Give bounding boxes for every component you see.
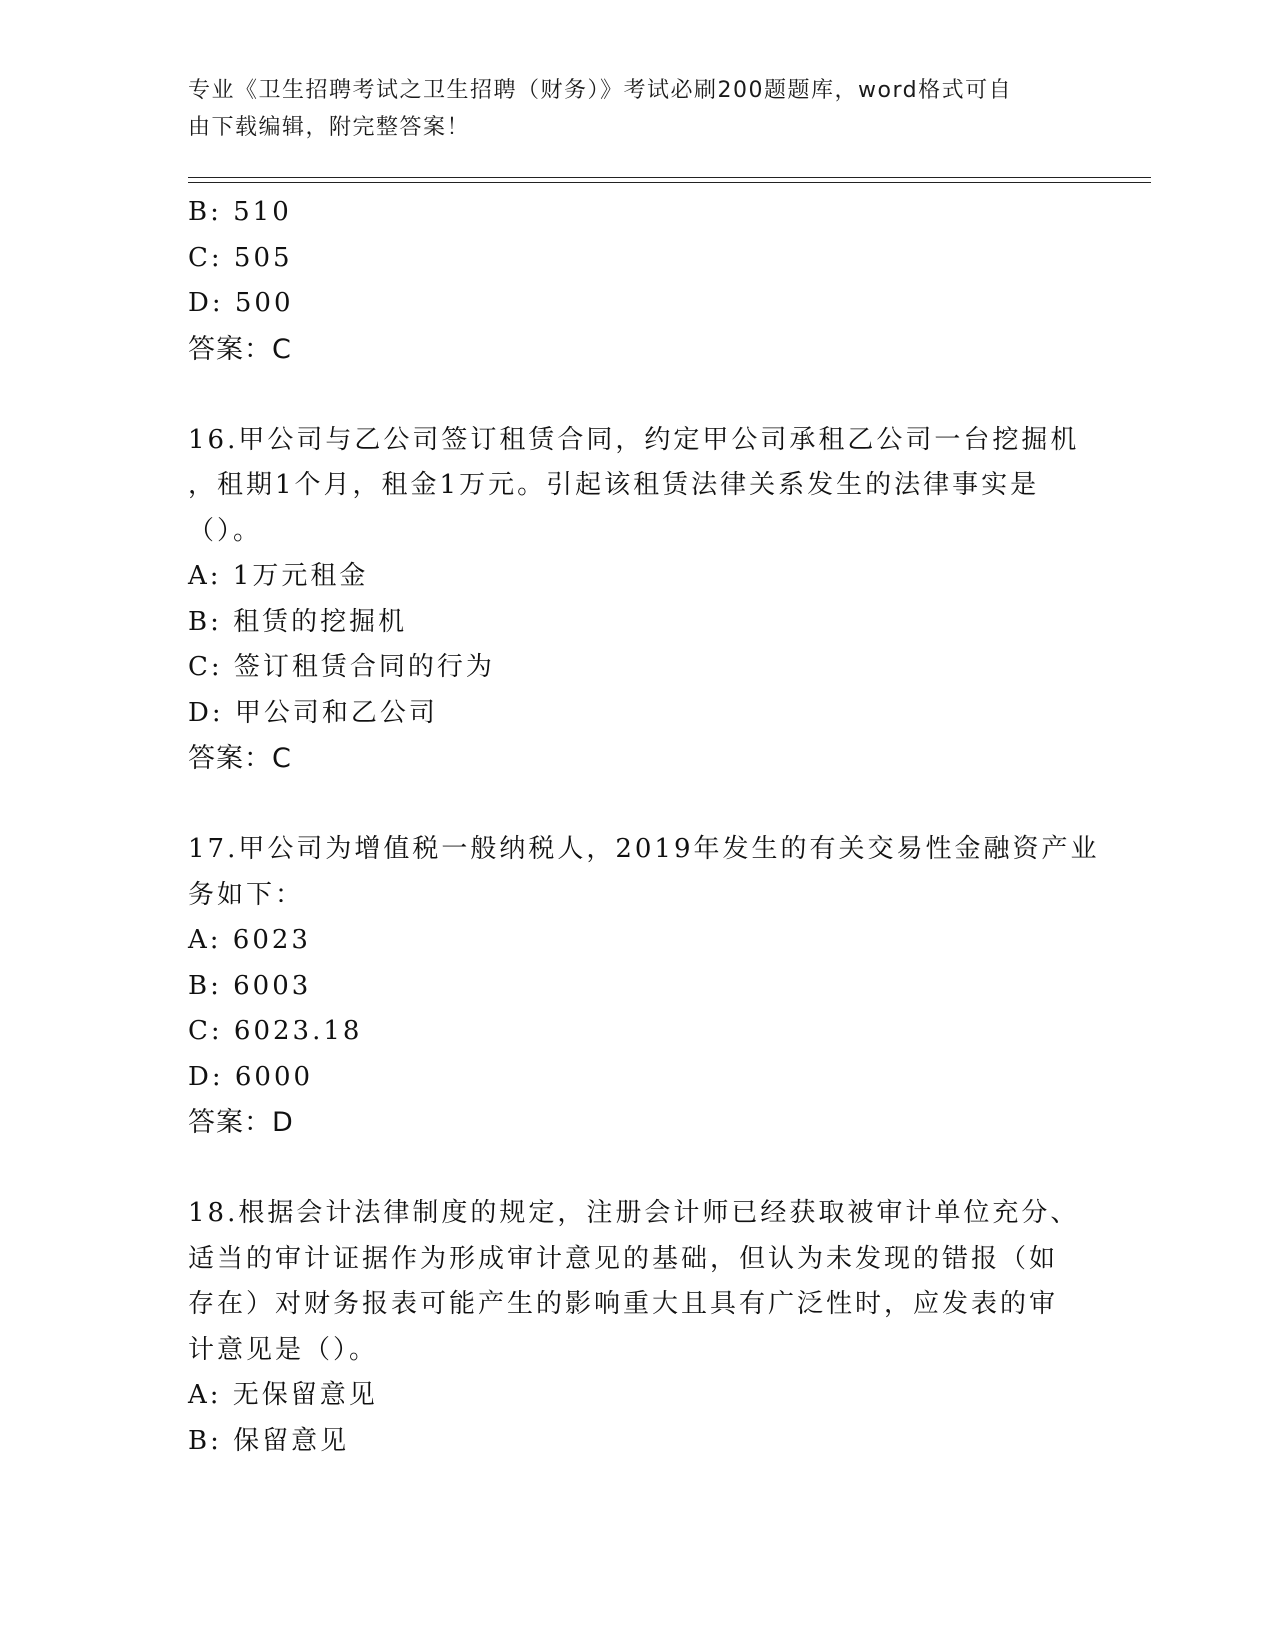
question-18	[188, 1191, 1088, 1464]
answer-line: 答案：D	[188, 1107, 294, 1138]
question-15-tail	[188, 190, 1088, 372]
option-d: D: 甲公司和乙公司	[188, 697, 438, 728]
option-b: B: 保留意见	[188, 1425, 350, 1456]
question-stem-line: 务如下：	[188, 879, 305, 910]
option-c: C: 6023.18	[188, 1016, 363, 1046]
option-a: A: 无保留意见	[188, 1380, 378, 1410]
option-d: D: 500	[188, 288, 294, 318]
question-content	[188, 190, 1100, 1464]
question-stem-line: 16.甲公司与乙公司签订租赁合同，约定甲公司承租乙公司一台挖掘机	[188, 424, 1080, 455]
question-stem-line: 计意见是（）。	[188, 1334, 379, 1365]
question-stem-line: （）。	[188, 515, 263, 546]
answer-line: 答案：C	[188, 333, 292, 365]
question-stem-line: 18.根据会计法律制度的规定，注册会计师已经获取被审计单位充分、	[188, 1198, 1080, 1228]
option-a: A: 1万元租金	[188, 561, 369, 591]
answer-line: 答案：C	[188, 743, 292, 774]
question-17	[188, 827, 1100, 1146]
option-c: C: 505	[188, 242, 293, 273]
spacer	[188, 782, 1088, 828]
option-b: B: 租赁的挖掘机	[188, 606, 408, 637]
question-stem-line: 存在）对财务报表可能产生的影响重大且具有广泛性时，应发表的审	[188, 1289, 1059, 1319]
question-stem-line: 适当的审计证据作为形成审计意见的基础，但认为未发现的错报（如	[188, 1243, 1059, 1274]
spacer	[188, 1146, 1088, 1192]
question-16	[188, 418, 1088, 782]
header-divider-bottom	[188, 182, 1151, 183]
spacer	[188, 372, 1088, 418]
option-c: C: 签订租赁合同的行为	[188, 652, 495, 682]
option-b: B: 6003	[188, 970, 312, 1001]
option-d: D: 6000	[188, 1061, 314, 1092]
header-line-1: 专业《卫生招聘考试之卫生招聘（财务）》考试必刷200题题库，word格式可自	[188, 78, 1013, 103]
question-stem-line: 17.甲公司为增值税一般纳税人，2019年发生的有关交易性金融资产业	[188, 834, 1100, 864]
header-divider-top	[188, 177, 1151, 178]
option-b: B: 510	[188, 197, 292, 227]
question-stem-line: ，租期1个月，租金1万元。引起该租赁法律关系发生的法律事实是	[188, 470, 1040, 500]
document-header	[188, 72, 1068, 146]
option-a: A: 6023	[188, 925, 311, 955]
header-line-2: 由下载编辑，附完整答案！	[188, 115, 471, 140]
